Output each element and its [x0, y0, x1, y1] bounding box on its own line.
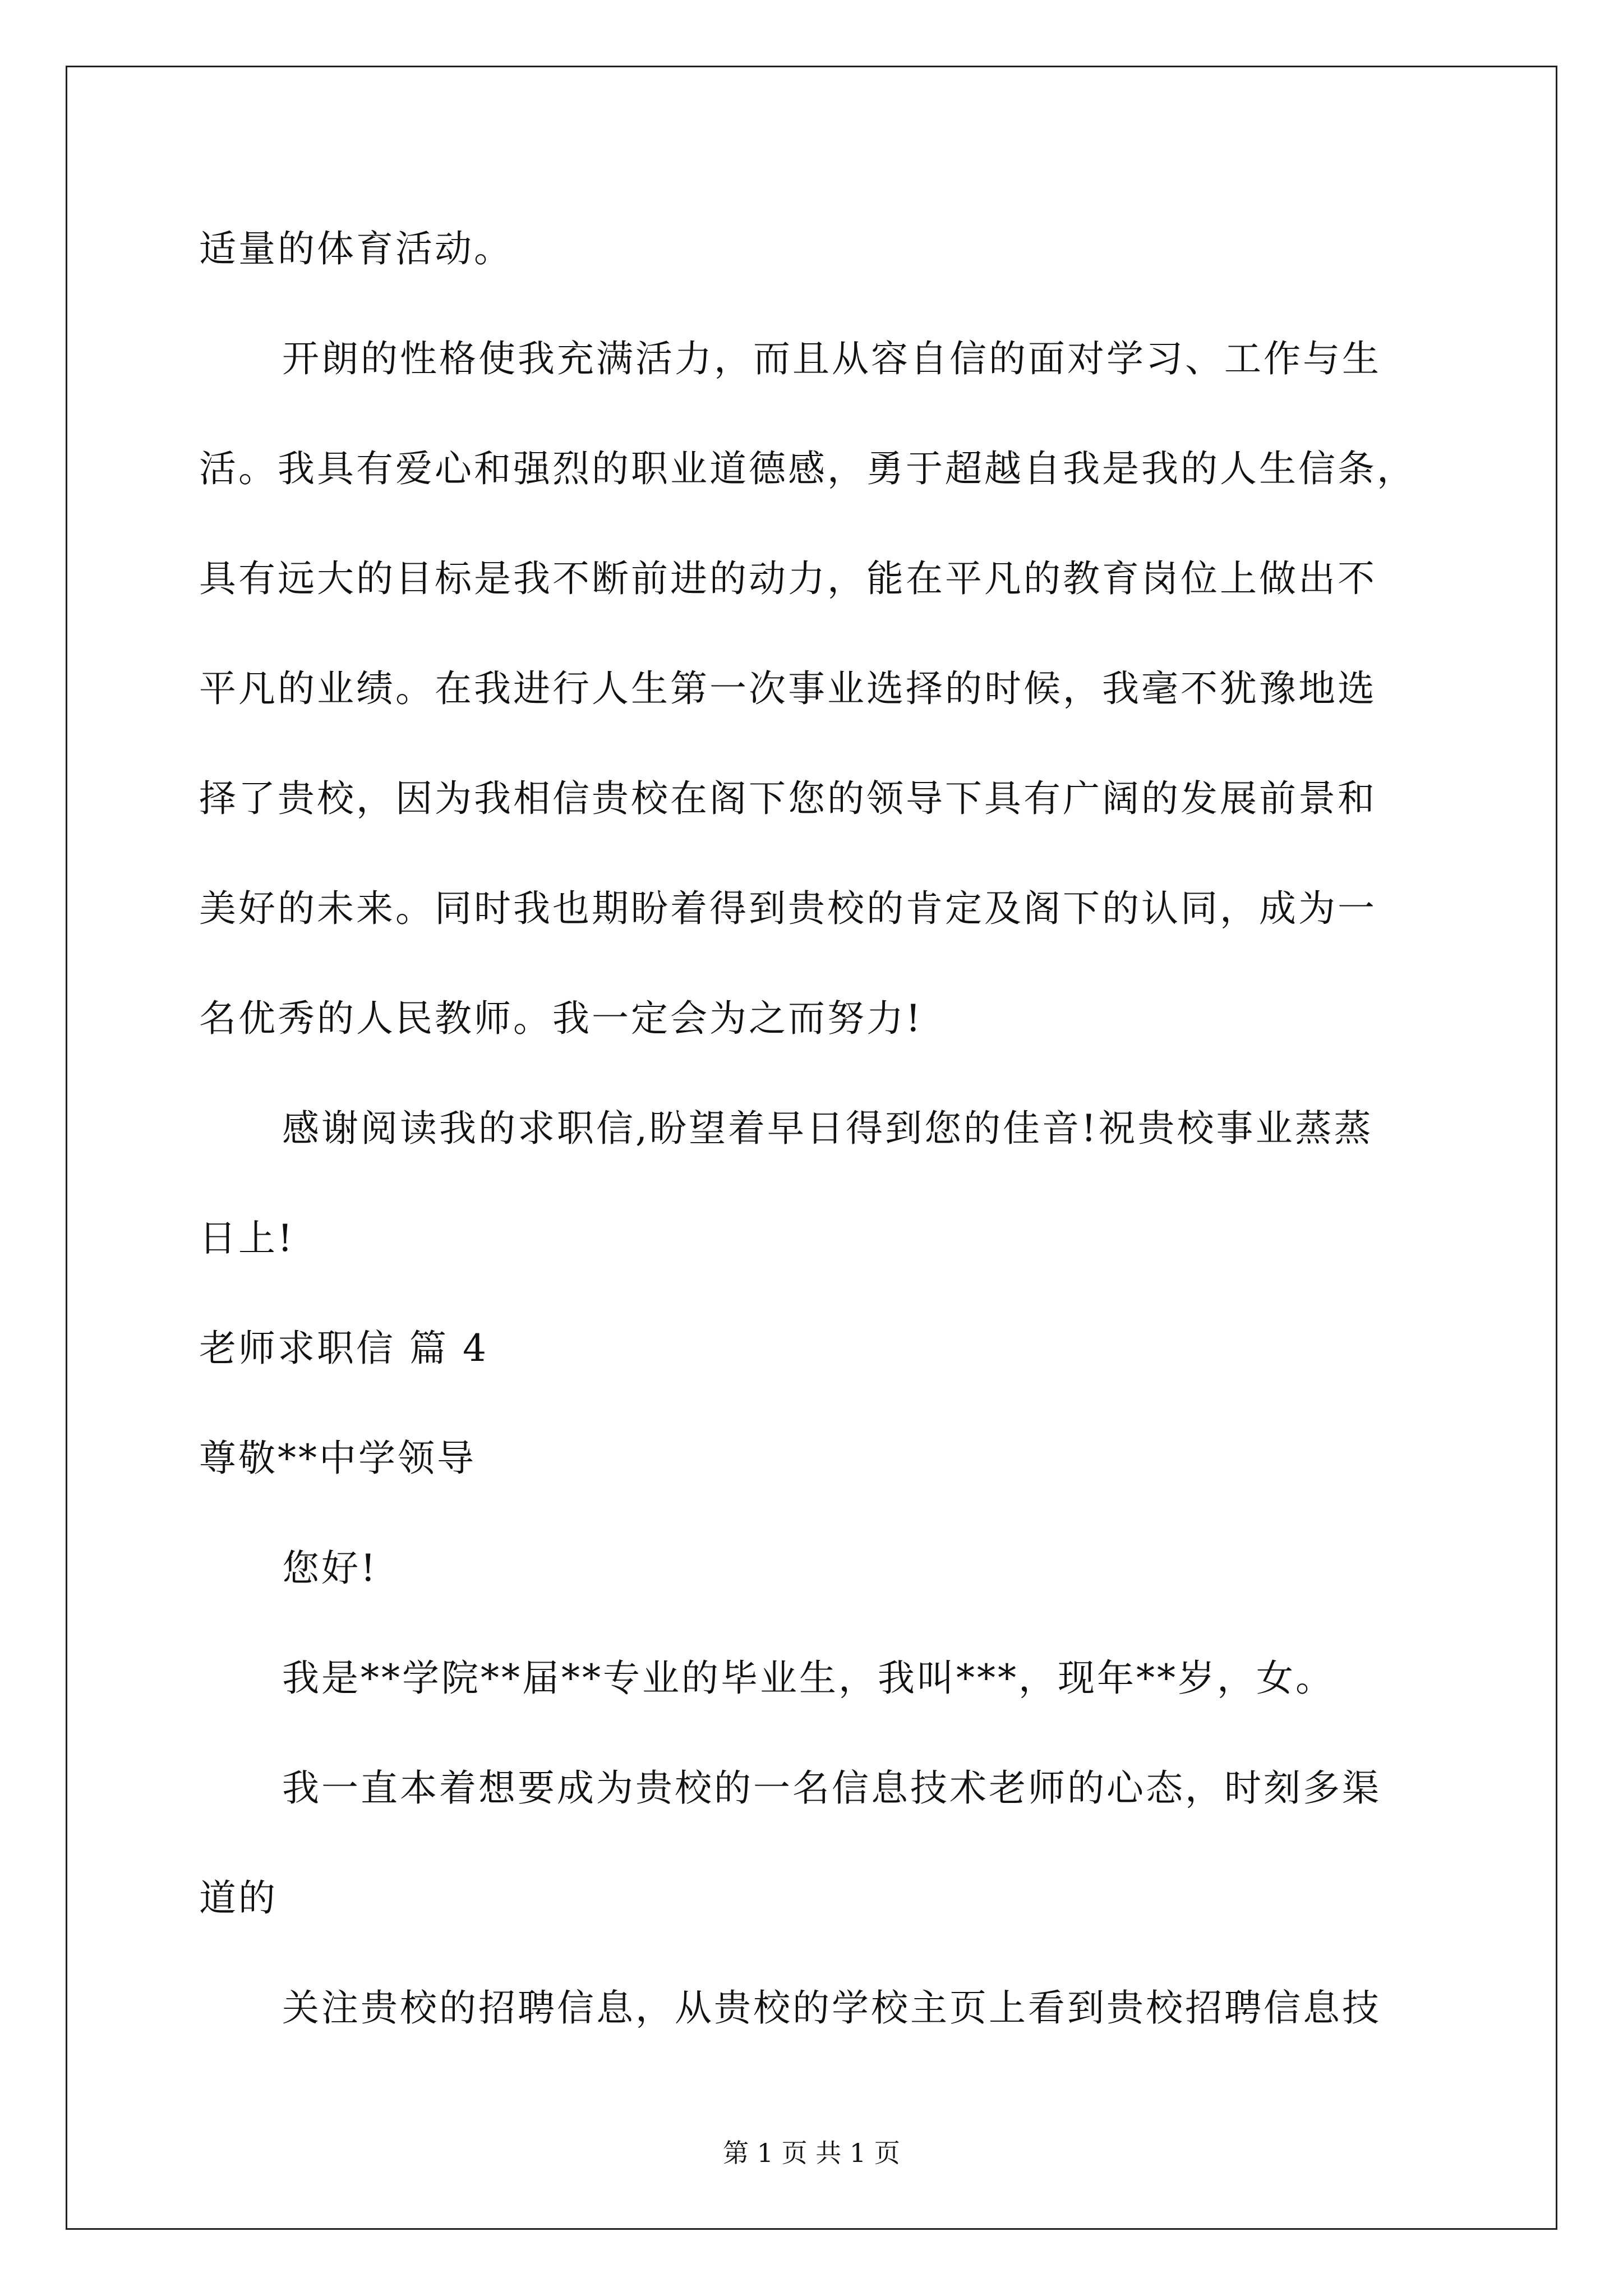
- section-heading: 老师求职信 篇 4: [199, 1327, 488, 1370]
- text-line: 名优秀的人民教师。我一定会为之而努力!: [199, 997, 923, 1040]
- salutation: 尊敬**中学领导: [199, 1437, 476, 1480]
- text-line: 适量的体育活动。: [199, 227, 513, 270]
- text-line: 平凡的业绩。在我进行人生第一次事业选择的时候，我毫不犹豫地选: [199, 667, 1377, 710]
- text-line: 美好的未来。同时我也期盼着得到贵校的肯定及阁下的认同，成为一: [199, 887, 1377, 930]
- text-line: 日上!: [199, 1217, 295, 1260]
- text-line: 具有远大的目标是我不断前进的动力，能在平凡的教育岗位上做出不: [199, 557, 1377, 600]
- text-line: 感谢阅读我的求职信,盼望着早日得到您的佳音!祝贵校事业蒸蒸: [282, 1107, 1373, 1150]
- text-line: 活。我具有爱心和强烈的职业道德感，勇于超越自我是我的人生信条，: [199, 447, 1416, 490]
- text-line: 我是**学院**届**专业的毕业生，我叫***，现年**岁，女。: [282, 1657, 1335, 1700]
- greeting: 您好!: [282, 1547, 378, 1590]
- text-line: 择了贵校，因为我相信贵校在阁下您的领导下具有广阔的发展前景和: [199, 777, 1377, 820]
- text-line: 关注贵校的招聘信息，从贵校的学校主页上看到贵校招聘信息技: [282, 1986, 1381, 2030]
- text-line: 道的: [199, 1876, 278, 1920]
- text-line: 我一直本着想要成为贵校的一名信息技术老师的心态，时刻多渠: [282, 1766, 1381, 1810]
- text-line: 开朗的性格使我充满活力，而且从容自信的面对学习、工作与生: [282, 337, 1381, 380]
- page-footer: 第 1 页 共 1 页: [723, 2138, 900, 2168]
